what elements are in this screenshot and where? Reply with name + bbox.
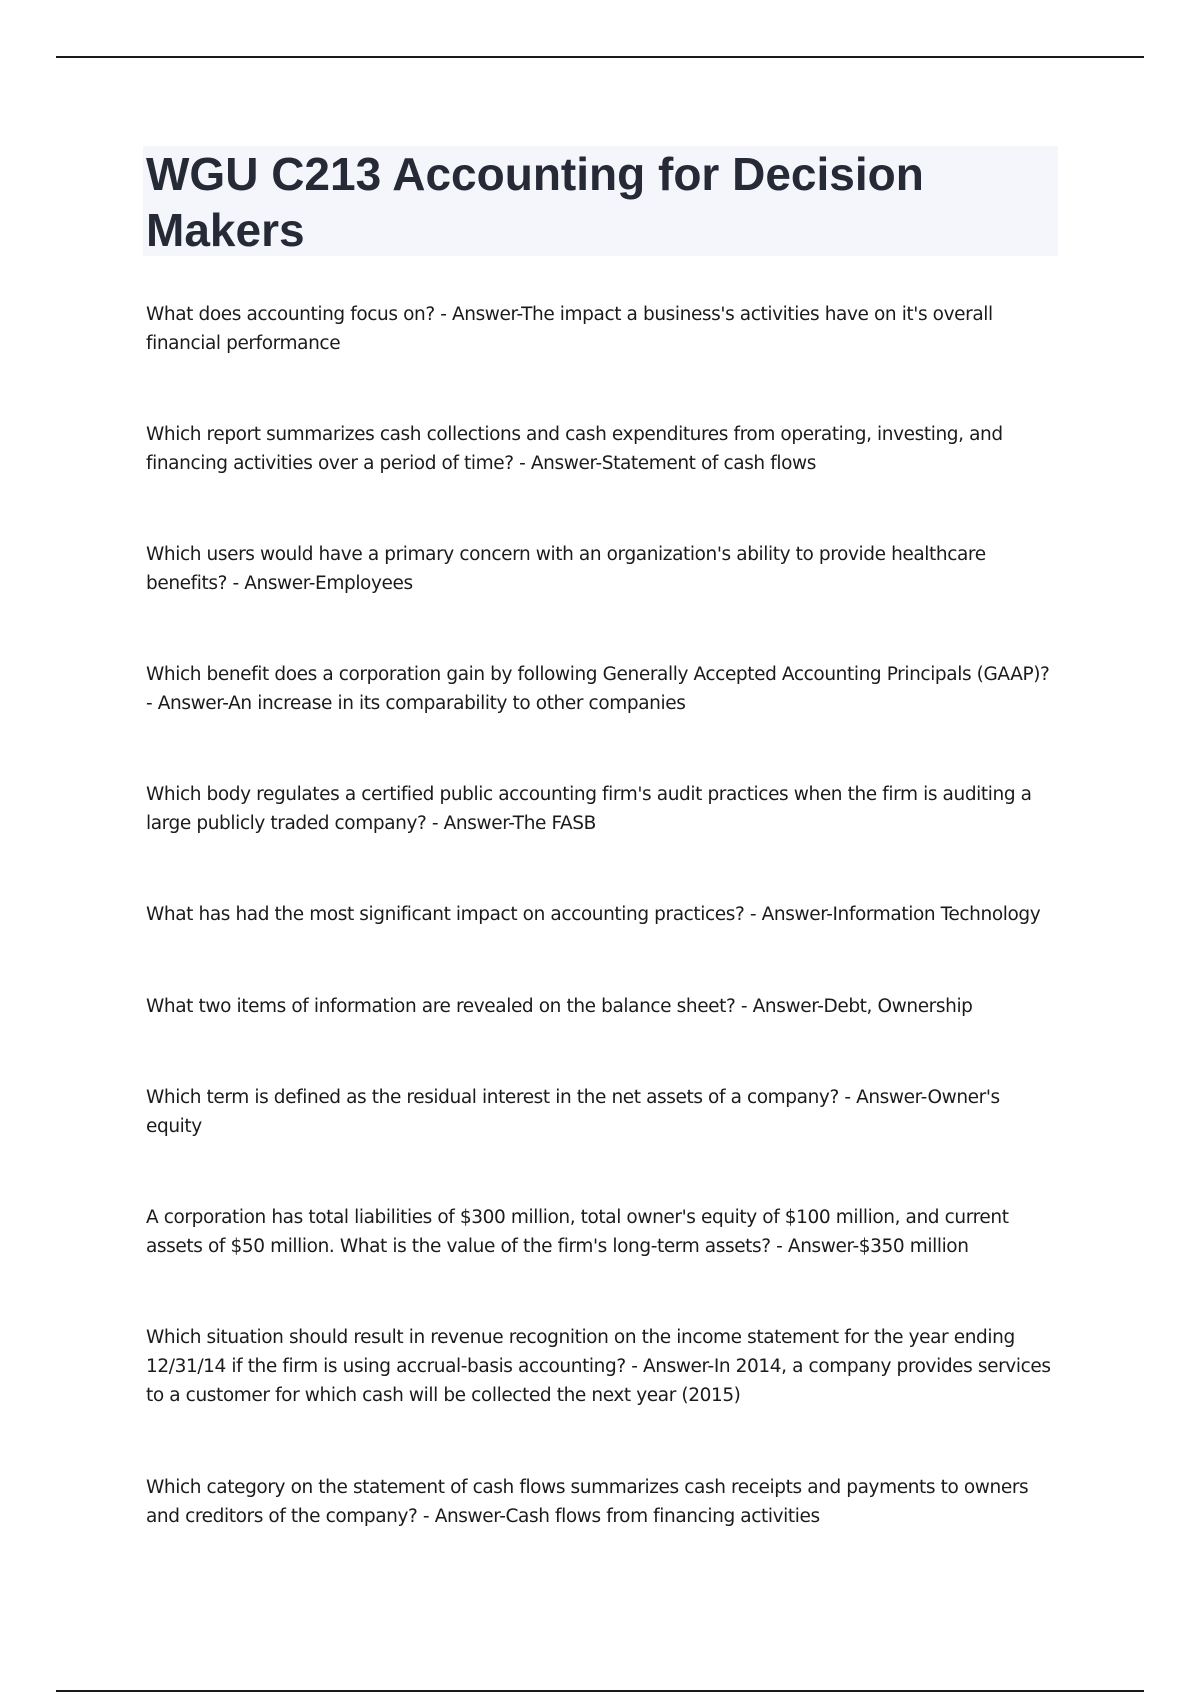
qa-item: Which term is defined as the residual interest in the net assets of a company? - Answer-Owner's equity	[146, 1087, 1000, 1137]
qa-item: What does accounting focus on? - Answer-The impact a business's activities have on it's overall financial performance	[146, 304, 993, 354]
qa-item: Which body regulates a certified public accounting firm's audit practices when the firm is auditing a large publicly traded company? - Answer-The FASB	[146, 784, 1032, 834]
qa-item: A corporation has total liabilities of $300 million, total owner's equity of $100 million, and current assets of $50 million. What is the value of the firm's long-term assets? - Answer-$350 million	[146, 1207, 1009, 1257]
qa-item: Which benefit does a corporation gain by following Generally Accepted Accounting Principals (GAAP)? - Answer-An increase in its comparability to other companies	[146, 664, 1050, 714]
qa-item: Which category on the statement of cash flows summarizes cash receipts and payments to owners and creditors of the company? - Answer-Cash flows from financing activities	[146, 1477, 1029, 1527]
bottom-divider	[56, 1690, 1144, 1692]
qa-item: Which situation should result in revenue recognition on the income statement for the year ending 12/31/14 if the firm is using accrual-basis accounting? - Answer-In 2014, a company provides services to a customer for which cash will be collected the next year (2015)	[146, 1327, 1051, 1406]
qa-item: Which report summarizes cash collections and cash expenditures from operating, investing, and financing activities over a period of time? - Answer-Statement of cash flows	[146, 424, 1003, 474]
qa-item: Which users would have a primary concern with an organization's ability to provide healthcare benefits? - Answer-Employees	[146, 544, 986, 594]
qa-item: What two items of information are revealed on the balance sheet? - Answer-Debt, Ownership	[146, 996, 973, 1017]
top-divider	[56, 56, 1144, 58]
qa-item: What has had the most significant impact on accounting practices? - Answer-Information Technology	[146, 904, 1041, 925]
document-title: WGU C213 Accounting for Decision Makers	[146, 148, 924, 256]
